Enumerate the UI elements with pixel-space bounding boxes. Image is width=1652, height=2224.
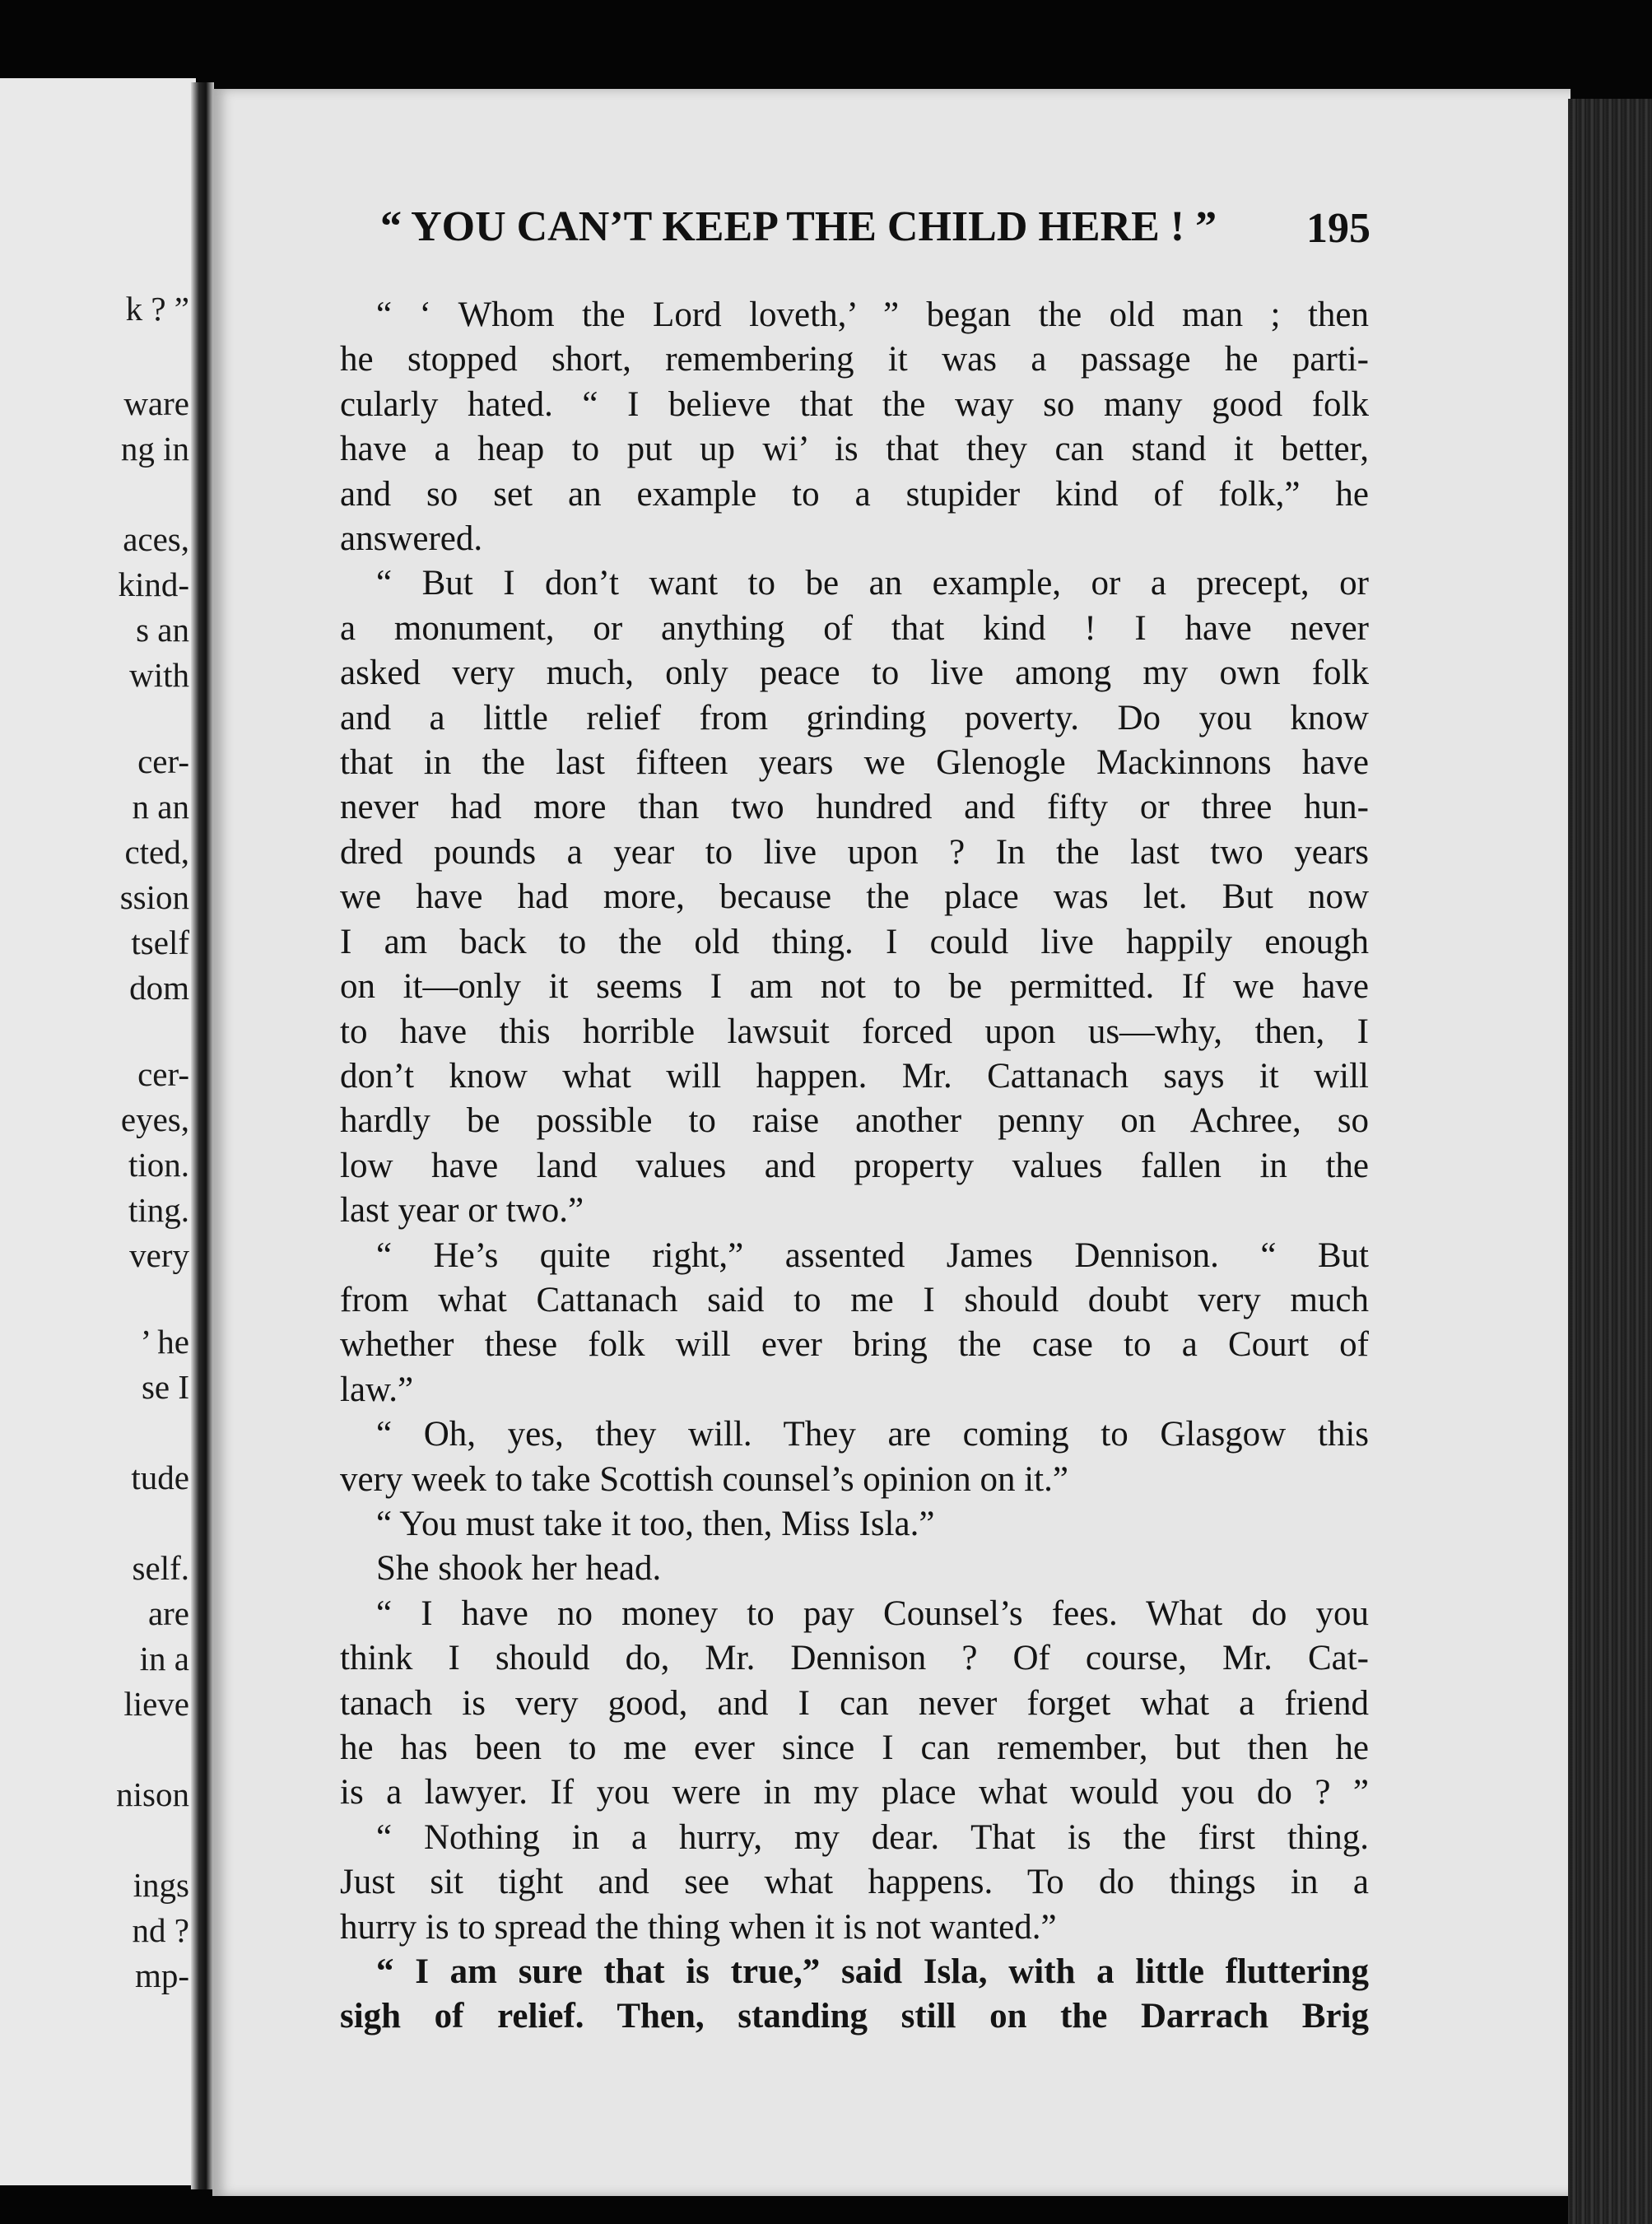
left-page-line-fragment: with (129, 656, 189, 694)
left-page-line-fragment: ’ he (140, 1323, 189, 1361)
text-line: sigh of relief. Then, standing still on the Darrach Brig (340, 1997, 1369, 2036)
left-page-line-fragment: in a (139, 1640, 189, 1677)
left-page-line-fragment: mp- (134, 1956, 189, 1994)
text-line: very week to take Scottish counsel’s opinion on it.” (340, 1459, 1068, 1499)
text-line: last year or two.” (340, 1191, 584, 1231)
left-page-line-fragment: self. (132, 1549, 189, 1587)
text-line: he has been to me ever since I can remember, but then he (340, 1728, 1369, 1767)
text-line: a monument, or anything of that kind ! I have never (340, 608, 1369, 648)
text-line: think I should do, Mr. Dennison ? Of course, Mr. Cat- (340, 1639, 1369, 1678)
page-edges (1568, 99, 1652, 2224)
text-line: to have this horrible lawsuit forced upon us—why, then, I (340, 1012, 1369, 1051)
left-page-line-fragment: tself (131, 924, 189, 961)
text-line: “ You must take it too, then, Miss Isla.” (376, 1504, 935, 1543)
text-line: cularly hated. “ I believe that the way so many good folk (340, 384, 1369, 424)
text-line: tanach is very good, and I can never forget what a friend (340, 1683, 1369, 1723)
left-page-line-fragment: tude (131, 1459, 189, 1496)
left-page-line-fragment: aces, (123, 520, 189, 558)
text-line: from what Cattanach said to me I should doubt very much (340, 1280, 1369, 1319)
left-page-line-fragment: n an (132, 788, 189, 826)
text-line: have a heap to put up wi’ is that they can stand it better, (340, 430, 1369, 469)
text-line: whether these folk will ever bring the case to a Court of (340, 1325, 1369, 1365)
text-line: that in the last fifteen years we Glenogle Mackinnons have (340, 743, 1369, 783)
left-page-line-fragment: cted, (124, 833, 189, 871)
text-line: low have land values and property values fallen in the (340, 1146, 1369, 1185)
left-page-line-fragment: se I (141, 1368, 189, 1406)
left-page-line-fragment: very (129, 1236, 189, 1274)
left-page-line-fragment: kind- (118, 565, 189, 603)
left-page-line-fragment: k ? ” (125, 290, 189, 328)
text-line: answered. (340, 519, 483, 559)
text-line: he stopped short, remembering it was a passage he parti- (340, 340, 1369, 379)
text-line: on it—only it seems I am not to be permitted. If we have (340, 967, 1369, 1007)
left-page-line-fragment: ssion (119, 878, 189, 916)
left-page-line-fragment: nd ? (132, 1911, 189, 1949)
book-gutter (191, 82, 214, 2189)
left-page-line-fragment: eyes, (120, 1100, 189, 1138)
text-line: I am back to the old thing. I could live happily enough (340, 922, 1369, 961)
left-page-line-fragment: nison (116, 1775, 189, 1813)
text-line: “ I am sure that is true,” said Isla, with a little fluttering (376, 1952, 1369, 1992)
text-line: “ I have no money to pay Counsel’s fees. What do you (376, 1594, 1369, 1633)
page-number: 195 (1306, 205, 1370, 252)
left-page-fragment (0, 78, 196, 2185)
text-line: “ But I don’t want to be an example, or a precept, or (376, 564, 1369, 603)
text-line: “ Oh, yes, they will. They are coming to Glasgow this (376, 1415, 1369, 1454)
text-line: Just sit tight and see what happens. To do things in a (340, 1863, 1369, 1902)
body-text (340, 293, 1369, 2040)
text-line: asked very much, only peace to live among my own folk (340, 654, 1369, 693)
left-page-line-fragment: cer- (137, 1055, 189, 1093)
left-page-line-fragment: dom (129, 969, 189, 1007)
left-page-line-fragment: ings (133, 1866, 189, 1904)
text-line: we have had more, because the place was let. But now (340, 877, 1369, 917)
text-line: dred pounds a year to live upon ? In the last two years (340, 832, 1369, 872)
running-head (380, 203, 1370, 252)
chapter-title: “ YOU CAN’T KEEP THE CHILD HERE ! ” (380, 203, 1217, 250)
text-line: is a lawyer. If you were in my place what would you do ? ” (340, 1773, 1369, 1812)
text-line: never had more than two hundred and fifty or three hun- (340, 788, 1369, 827)
text-line: “ He’s quite right,” assented James Dennison. “ But (376, 1235, 1369, 1275)
left-page-line-fragment: ng in (120, 430, 189, 468)
text-line: law.” (340, 1370, 414, 1409)
text-line: She shook her head. (376, 1549, 662, 1589)
text-line: and a little relief from grinding poverty. Do you know (340, 698, 1369, 737)
text-line: “ Nothing in a hurry, my dear. That is the first thing. (376, 1817, 1369, 1857)
left-page-line-fragment: ting. (128, 1191, 189, 1229)
left-page-line-fragment: ware (123, 384, 189, 422)
text-line: hardly be possible to raise another penny on Achree, so (340, 1101, 1369, 1141)
text-line: hurry is to spread the thing when it is not wanted.” (340, 1907, 1057, 1947)
left-page-line-fragment: tion. (128, 1146, 189, 1184)
left-page-line-fragment: are (147, 1594, 189, 1632)
left-page-line-fragment: cer- (137, 742, 189, 780)
text-line: “ ‘ Whom the Lord loveth,’ ” began the old man ; then (376, 295, 1369, 334)
text-line: and so set an example to a stupider kind of folk,” he (340, 474, 1369, 514)
text-line: don’t know what will happen. Mr. Cattanach says it will (340, 1056, 1369, 1096)
left-page-line-fragment: s an (136, 611, 189, 649)
left-page-line-fragment: lieve (123, 1685, 189, 1723)
